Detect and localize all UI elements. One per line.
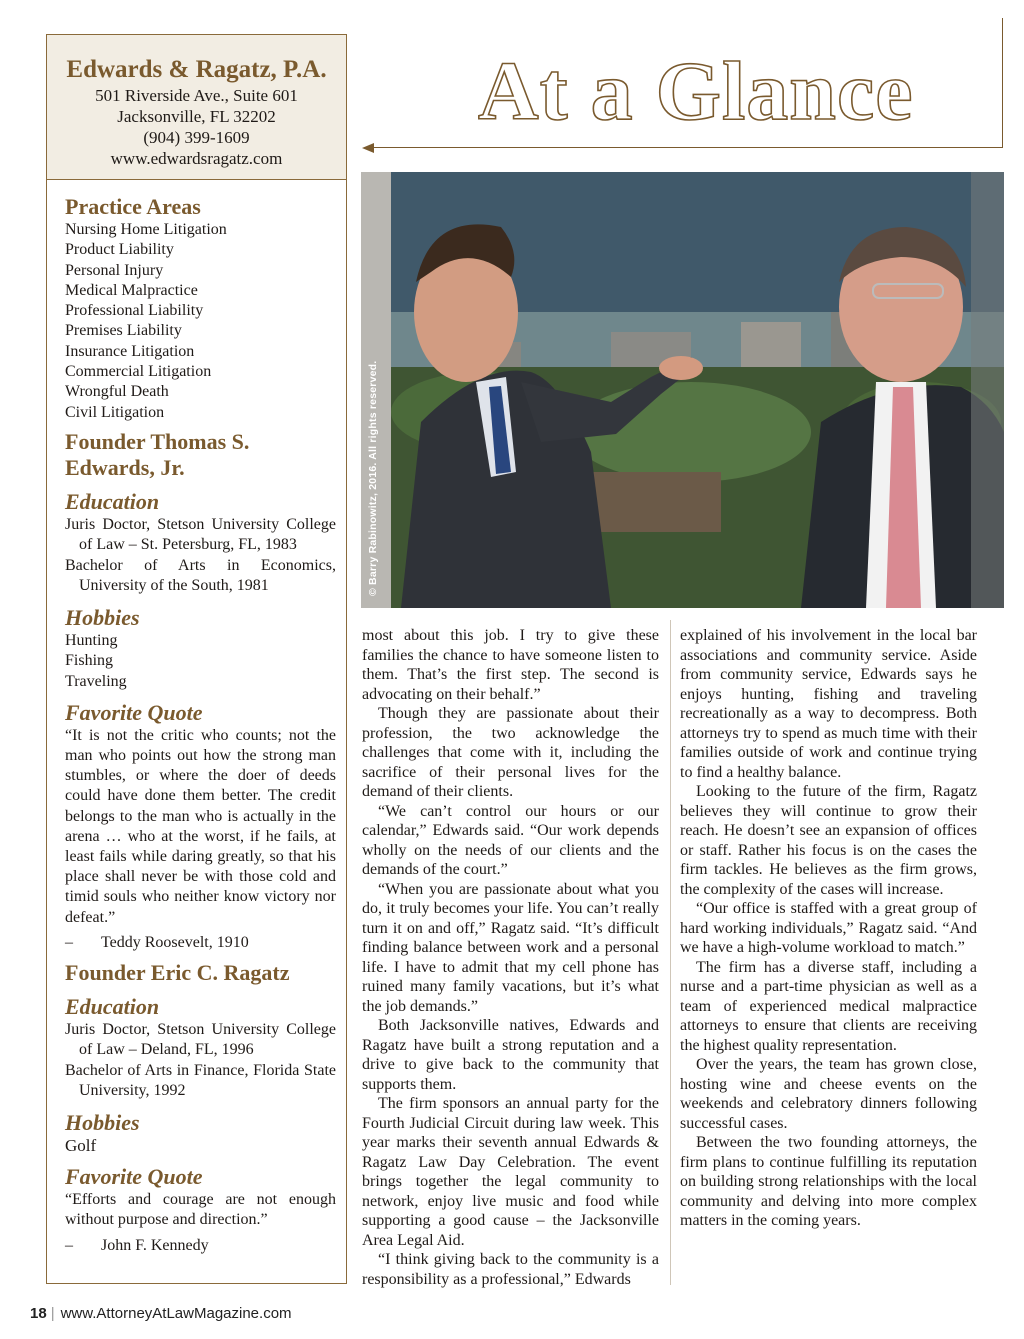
practice-area-item: Nursing Home Litigation bbox=[65, 221, 227, 238]
page-footer bbox=[30, 1305, 292, 1322]
firm-address-line-1: 501 Riverside Ave., Suite 601 bbox=[95, 86, 298, 105]
edwards-hobby-item: Traveling bbox=[65, 672, 127, 690]
firm-address-line-2: Jacksonville, FL 32202 bbox=[117, 107, 276, 126]
founder-edwards-heading: Founder Thomas S. Edwards, Jr. bbox=[65, 428, 250, 480]
man-left-hand bbox=[659, 356, 703, 380]
quote-author: Teddy Roosevelt, 1910 bbox=[101, 933, 249, 951]
attribution-dash: – bbox=[65, 933, 73, 951]
firm-website[interactable]: www.edwardsragatz.com bbox=[110, 149, 283, 168]
ragatz-education-item: Juris Doctor, Stetson University College of Law – Deland, FL, 1996 bbox=[65, 1020, 336, 1059]
paragraph: The firm has a diverse staff, including a nurse and a part-time physician as well as a team of experienced medical malpractice attorneys to ensure that clients are receiving the highest quality representation. bbox=[680, 958, 977, 1054]
practice-area-item: Personal Injury bbox=[65, 261, 164, 279]
practice-area-item: Professional Liability bbox=[65, 302, 204, 320]
paragraph: most about this job. I try to give these families the chance to have someone listen to them. That’s the first step. The second is advocating on their behalf.” bbox=[362, 627, 659, 703]
paragraph: Over the years, the team has grown close, hosting wine and cheese events on the weekends and celebratory dinners following successful cases. bbox=[680, 1056, 977, 1132]
paragraph: “I think giving back to the community is a responsibility as a professional,” Edwards bbox=[362, 1251, 659, 1288]
article-column-2 bbox=[680, 626, 977, 1231]
attribution-dash: – bbox=[65, 1236, 73, 1254]
paragraph: Though they are passionate about their profession, the two acknowledge the challenges that come with it, including the sacrifice of their personal lives for the demand of their clients. bbox=[362, 705, 659, 800]
article-column-1 bbox=[362, 626, 659, 1289]
practice-area-item: Wrongful Death bbox=[65, 383, 169, 401]
practice-areas-list bbox=[65, 220, 336, 423]
edwards-quote: “It is not the critic who counts; not the man who points out how the strong man stumbles, or where the doer of deeds could have done them better. The credit belongs to the man who is actually in the arena … who at the worst, if he fails, at least fails while daring greatly, so that his place shall never be with those cold and timid souls who neither know victory nor defeat.” bbox=[65, 726, 336, 926]
practice-area-item: Civil Litigation bbox=[65, 403, 165, 421]
footer-website[interactable]: www.AttorneyAtLawMagazine.com bbox=[60, 1305, 292, 1322]
frame-arrow-icon bbox=[362, 143, 374, 153]
paragraph: Between the two founding attorneys, the firm plans to continue fulfilling its reputation on building strong relationships with the local community and delving into more complex matters in the coming years. bbox=[680, 1134, 977, 1229]
page-number: 18 bbox=[30, 1305, 47, 1322]
photo-credit: © Barry Rabinowitz, 2016. All rights reserved. bbox=[367, 360, 379, 596]
ragatz-quote-heading: Favorite Quote bbox=[65, 1164, 203, 1190]
practice-area-item: Premises Liability bbox=[65, 322, 182, 340]
edwards-quote-heading: Favorite Quote bbox=[65, 699, 203, 725]
page-title: At a Glance bbox=[478, 45, 914, 138]
ragatz-hobbies-heading: Hobbies bbox=[65, 1109, 140, 1135]
practice-area-item: Product Liability bbox=[65, 241, 174, 259]
paragraph: Looking to the future of the firm, Ragatz believes they will continue to grow their reach. He doesn’t see an expansion of offices or staff. Rather his focus is on the cases the firm tackles. He believes as the firm grows, the complexity of the cases will increase. bbox=[680, 783, 977, 898]
edwards-quote-attribution bbox=[65, 932, 336, 954]
edwards-education-item: Juris Doctor, Stetson University College of Law – St. Petersburg, FL, 1983 bbox=[65, 515, 336, 554]
ragatz-education-item: Bachelor of Arts in Finance, Florida State University, 1992 bbox=[65, 1061, 336, 1100]
footer-separator: | bbox=[50, 1305, 55, 1322]
edwards-hobby-item: Fishing bbox=[65, 652, 114, 670]
paragraph: “We can’t control our hours or our calendar,” Edwards said. “Our work depends wholly on the needs of our clients and the demands of the court.” bbox=[362, 802, 659, 878]
column-divider bbox=[670, 620, 671, 1285]
paragraph: Both Jacksonville natives, Edwards and Ragatz have built a strong reputation and a drive to give back to the community that supports them. bbox=[362, 1017, 659, 1093]
quote-author: John F. Kennedy bbox=[101, 1236, 209, 1254]
sidebar bbox=[46, 34, 347, 1284]
founder-ragatz-heading: Founder Eric C. Ragatz bbox=[65, 959, 290, 985]
firm-name: Edwards & Ragatz, P.A. bbox=[66, 56, 327, 83]
practice-area-item: Medical Malpractice bbox=[65, 281, 198, 299]
edwards-hobby-item: Hunting bbox=[65, 631, 118, 649]
ragatz-hobby-item: Golf bbox=[65, 1135, 97, 1155]
edwards-education-heading: Education bbox=[65, 488, 160, 514]
window-frame bbox=[971, 172, 1004, 608]
practice-areas-heading: Practice Areas bbox=[65, 194, 201, 219]
paragraph: explained of his involvement in the local bar associations and community service. Aside from community service, Edwards says he enjoys hunting, fishing and traveling recreationally as a way to decompress. Both attorneys try to spend as much time with their families outside of work and continue trying to find a healthy balance. bbox=[680, 627, 977, 781]
paragraph: “When you are passionate about what you do, it truly becomes your life. You can’t really turn it on and off,” Ragatz said. “It’s difficult finding balance between work and a personal life. I have to admit that my cell phone has ruined many family vacations, but it’s what the job demands.” bbox=[362, 880, 659, 1015]
paragraph: “Our office is staffed with a great group of hard working individuals,” Ragatz said. “And we have a high-volume workload to match.” bbox=[680, 900, 977, 956]
ragatz-quote-attribution bbox=[65, 1235, 336, 1257]
building bbox=[741, 322, 801, 372]
sidebar-body bbox=[47, 180, 346, 1257]
paragraph: The firm sponsors an annual party for the Fourth Judicial Circuit during law week. This year marks their seventh annual Edwards & Ragatz Law Day Celebration. The event brings together the legal community to network, enjoy live music and food while supporting a good cause – the Jacksonville Area Legal Aid. bbox=[362, 1095, 659, 1249]
practice-area-item: Commercial Litigation bbox=[65, 363, 212, 381]
firm-contact-box bbox=[47, 34, 346, 180]
ragatz-quote: “Efforts and courage are not enough without purpose and direction.” bbox=[65, 1191, 336, 1229]
practice-area-item: Insurance Litigation bbox=[65, 342, 195, 360]
edwards-education-item: Bachelor of Arts in Economics, University of the South, 1981 bbox=[65, 556, 336, 595]
photo-illustration bbox=[361, 172, 1004, 608]
edwards-hobbies-heading: Hobbies bbox=[65, 604, 140, 630]
attorneys-photo bbox=[361, 172, 1004, 608]
firm-phone: (904) 399-1609 bbox=[143, 128, 250, 147]
ragatz-education-heading: Education bbox=[65, 993, 160, 1019]
